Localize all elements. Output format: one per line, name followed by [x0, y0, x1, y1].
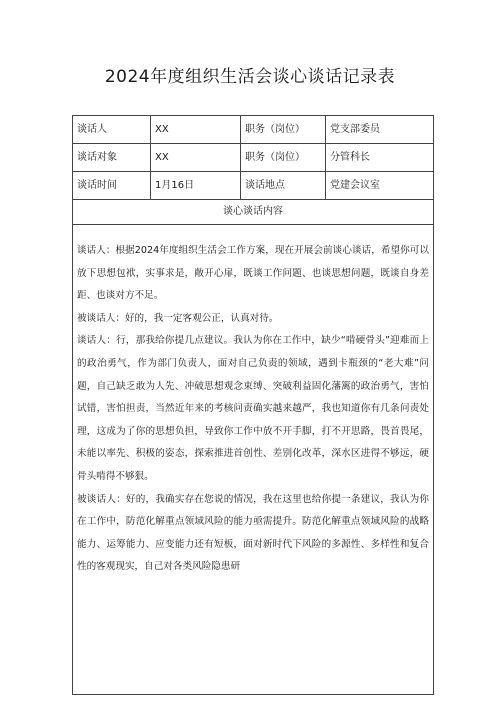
paragraph-talker-1: 谈话人：根据2024年度组织生活会工作方案，现在开展会前谈心谈话，希望你可以放下思想包袱，实事求是，敞开心扉，既谈工作问题、也谈思想问题，既谈自身差距、也谈对方不足。	[77, 245, 429, 302]
time-label: 谈话时间	[73, 172, 151, 199]
place-label: 谈话地点	[241, 172, 326, 199]
target-value: XX	[151, 144, 241, 171]
place-value: 党建会议室	[330, 180, 380, 191]
content-header: 谈心谈话内容	[223, 206, 283, 217]
target-position-value: 分管科长	[330, 152, 370, 163]
row-time-place	[73, 172, 433, 200]
conversation-content	[77, 240, 429, 579]
row-talker	[73, 116, 433, 144]
time-value: 1月16日	[151, 172, 241, 199]
paragraph-talker-2: 谈话人：行，那我给你提几点建议。我认为你在工作中，缺少“啃硬骨头”迎难而上的政治勇气，作为部门负责人，面对自己负责的领域，遇到卡瓶颈的“老大难”问题，自己缺乏敢为人先、冲破思想观念束缚、突破利益固化藩篱的政治勇气，害怕试错，害怕担责，当然近年来的考核问责确实越来越严，我也知道你有几条问责处理，这成为了你的思想负担，导致你工作中放不开手脚，打不开思路，畏首畏尾，未能以率先、积极的姿态，探索推进首创性、差别化改革，深水区进得不够远，硬骨头啃得不够狠。	[77, 335, 429, 482]
row-content-header	[73, 200, 433, 225]
document-title: 2024年度组织生活会谈心谈话记录表	[104, 67, 396, 87]
row-target	[73, 144, 433, 172]
target-label: 谈话对象	[73, 144, 151, 171]
talker-value: XX	[151, 116, 241, 143]
paragraph-target-2: 被谈话人：好的，我确实存在您说的情况，我在这里也给你提一条建议，我认为你在工作中，防范化解重点领域风险的能力亟需提升。防范化解重点领域风险的战略能力、运筹能力、应变能力还有短板，面对新时代下风险的多源性、多样性和复合性的客观现实，自己对各类风险隐患研	[77, 493, 429, 573]
target-position-label: 职务（岗位）	[241, 144, 326, 171]
position-value: 党支部委员	[330, 124, 380, 135]
paragraph-target-1: 被谈话人：好的，我一定客观公正，认真对待。	[77, 312, 279, 324]
position-label: 职务（岗位）	[241, 116, 326, 143]
record-form	[72, 115, 434, 695]
talker-label: 谈话人	[73, 116, 151, 143]
